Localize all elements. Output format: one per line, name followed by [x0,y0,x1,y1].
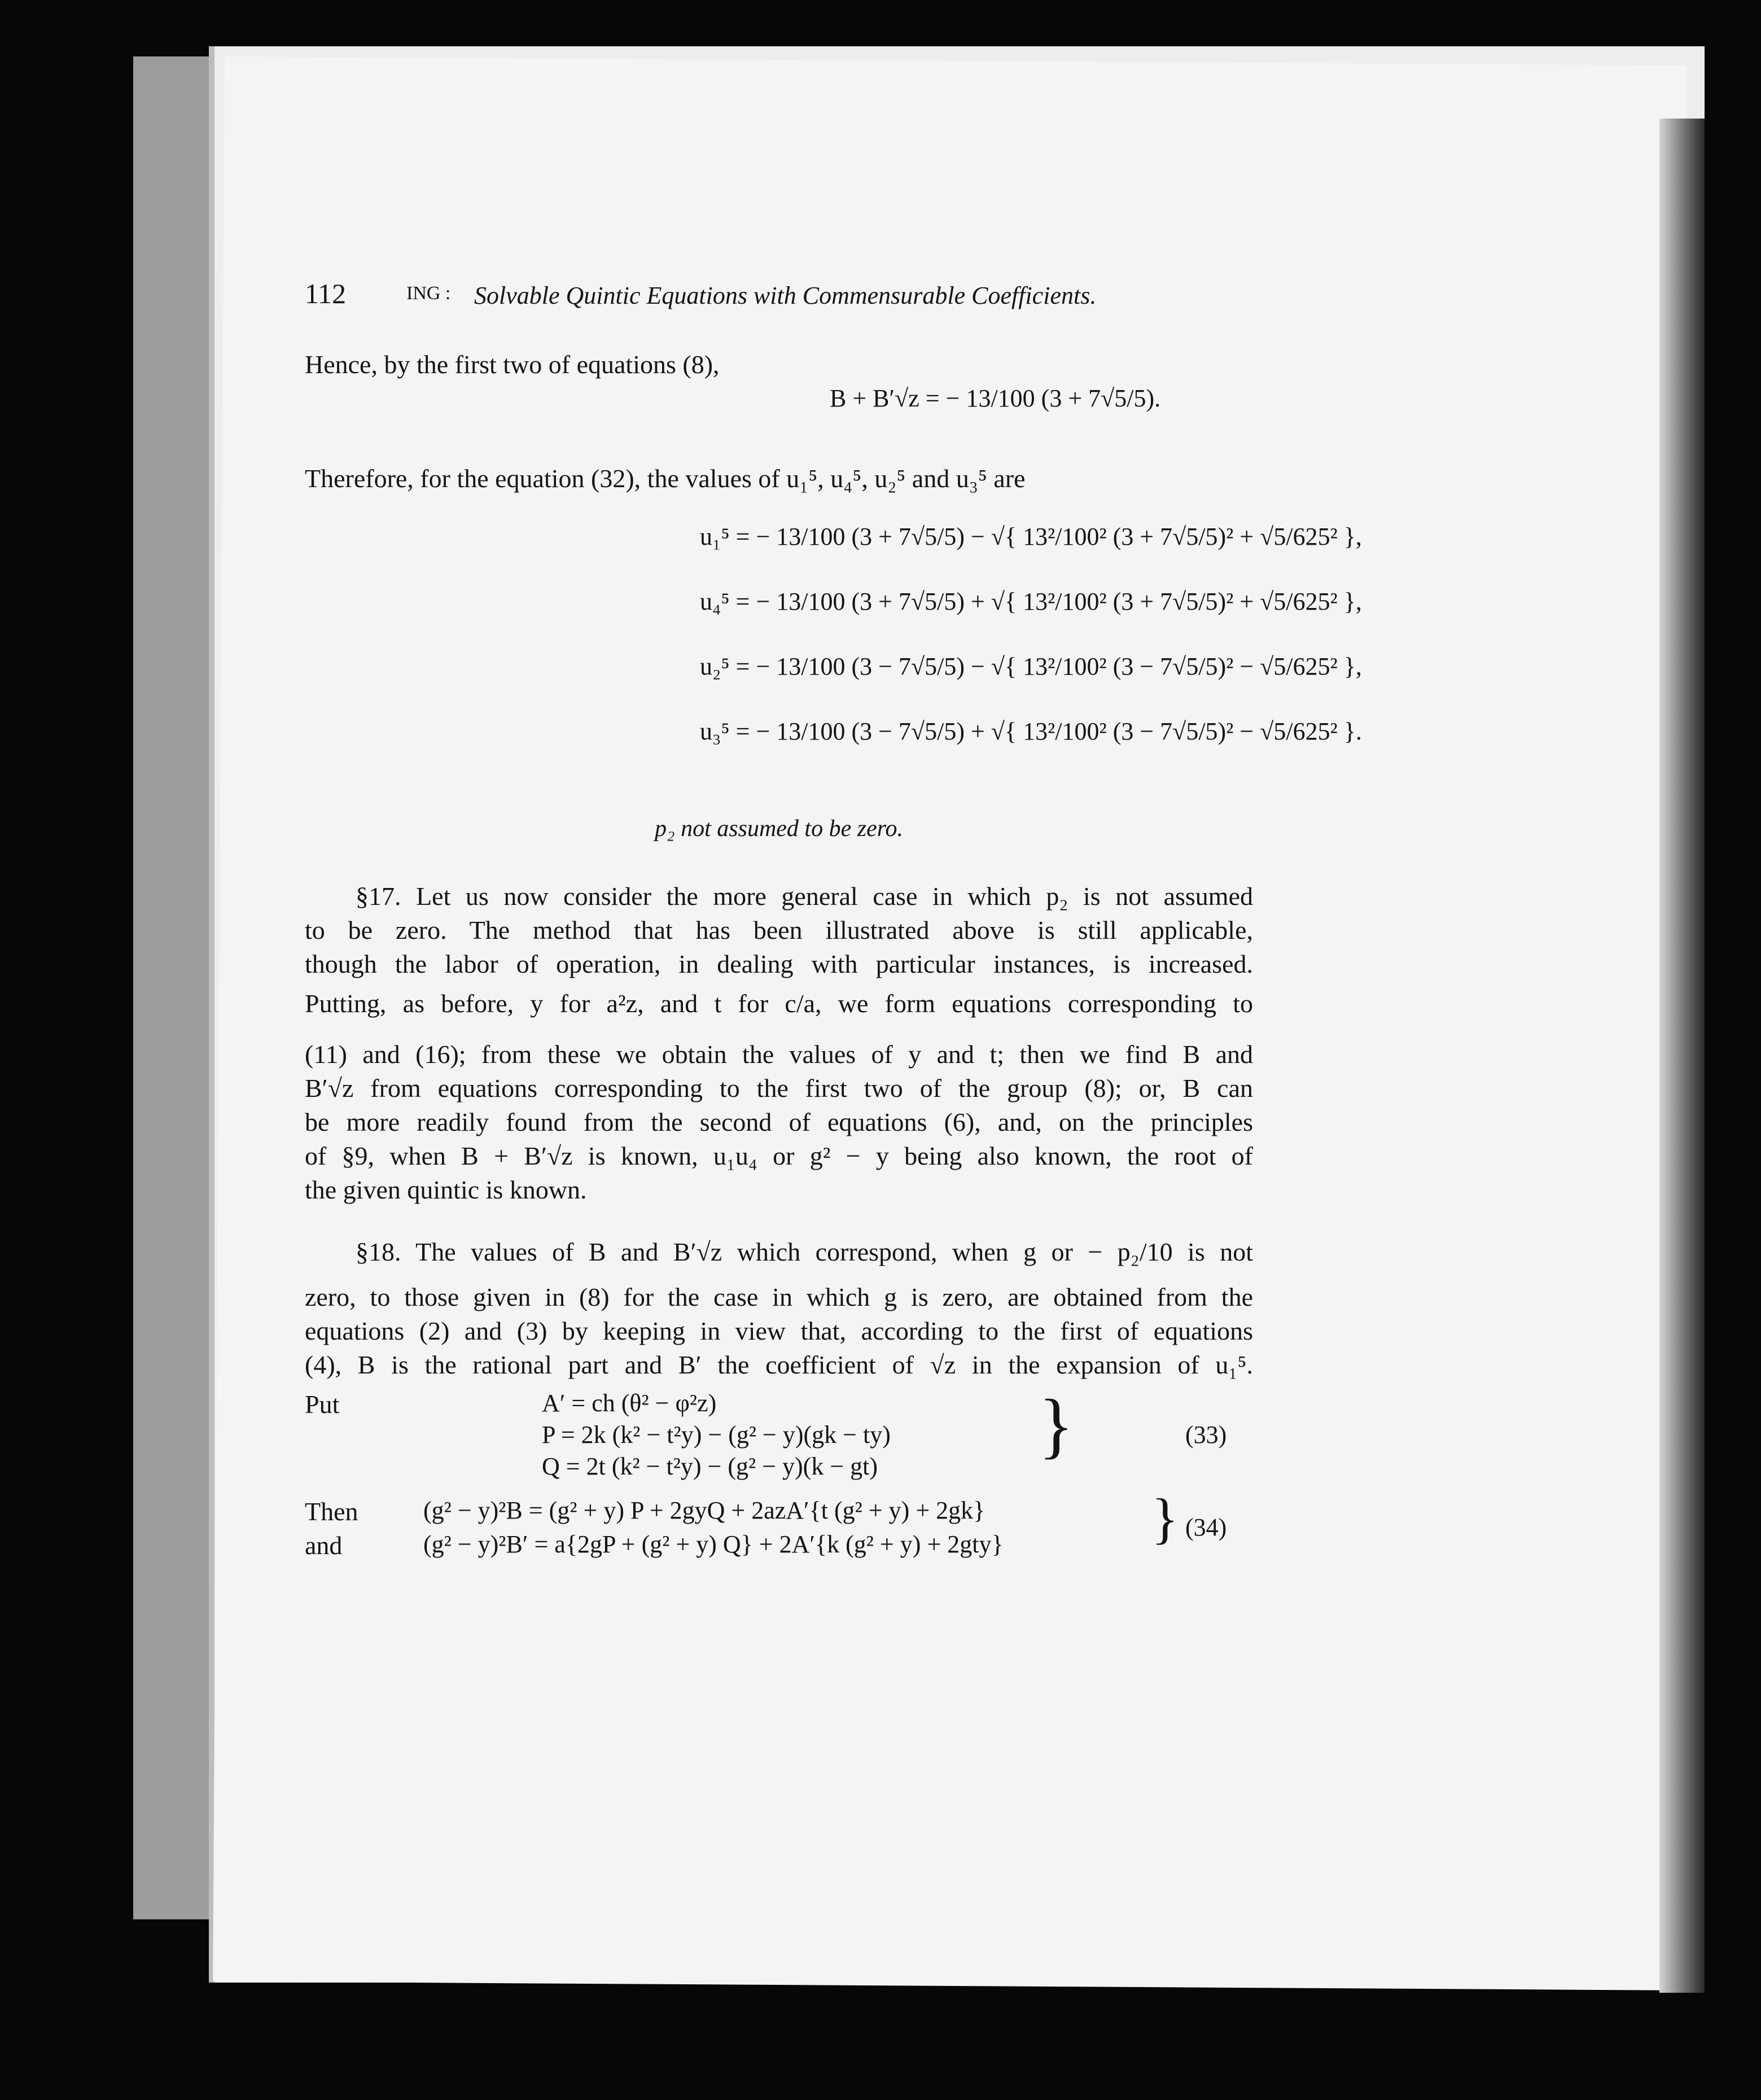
running-title: Solvable Quintic Equations with Commensurable Coefficients. [474,282,1097,309]
equation-b-plus-b-prime: B + B′√z = − 13/100 (3 + 7√5/5). [830,384,1161,412]
equation-q: Q = 2t (k² − t²y) − (g² − y)(k − gt) [542,1453,878,1480]
section-18-line: §18. The values of B and B′√z which correspond, when g or − p₂/10 is not [356,1237,1253,1266]
section-17-line: the given quintic is known. [305,1175,587,1204]
equation-b-prime: (g² − y)²B′ = a{2gP + (g² + y) Q} + 2A′{k (g² + y) + 2gty} [423,1530,1004,1558]
equation-b: (g² − y)²B = (g² + y) P + 2gyQ + 2azA′{t (g² + y) + 2gk} [423,1497,985,1524]
then-label: Then [305,1497,358,1526]
put-label: Put [305,1390,340,1419]
brace-34: } [1151,1487,1179,1550]
section-17-line: Putting, as before, y for a²z, and t for c/a, we form equations corresponding to [305,989,1253,1018]
author-fragment: ING : [406,283,451,304]
section-17-line: of §9, when B + B′√z is known, u₁u₄ or g² − y being also known, the root of [305,1141,1253,1170]
equation-number-34: (34) [1185,1513,1227,1541]
section-17-line: B′√z from equations corresponding to the first two of the group (8); or, B can [305,1074,1253,1102]
section-17-line: be more readily found from the second of equations (6), and, on the principles [305,1108,1253,1136]
equation-number-33: (33) [1185,1421,1227,1449]
section-18-line: zero, to those given in (8) for the case in which g is zero, are obtained from the [305,1283,1253,1311]
section-17-line: though the labor of operation, in dealing with particular instances, is increased. [305,950,1253,978]
subheading: p₂ not assumed to be zero. [654,816,903,842]
page-number: 112 [305,278,347,309]
brace-33: } [1039,1385,1074,1466]
section-18-line: (4), B is the rational part and B′ the coefficient of √z in the expansion of u₁⁵. [305,1350,1253,1379]
equation-u4: u₄⁵ = − 13/100 (3 + 7√5/5) + √{ 13²/100² (3 + 7√5/5)² + √5/625² }, [700,588,1362,615]
equation-u2: u₂⁵ = − 13/100 (3 − 7√5/5) − √{ 13²/100² (3 − 7√5/5)² − √5/625² }, [700,653,1362,680]
gutter-shadow [1659,119,1705,1993]
text-line-hence: Hence, by the first two of equations (8), [305,350,720,379]
and-label: and [305,1531,343,1560]
equation-u1: u₁⁵ = − 13/100 (3 + 7√5/5) − √{ 13²/100² (3 + 7√5/5)² + √5/625² }, [700,523,1362,550]
section-17-line: (11) and (16); from these we obtain the values of y and t; then we find B and [305,1040,1253,1069]
running-head [305,277,1253,310]
equation-u3: u₃⁵ = − 13/100 (3 − 7√5/5) + √{ 13²/100² (3 − 7√5/5)² − √5/625² }. [700,718,1362,745]
section-17-line: §17. Let us now consider the more general case in which p₂ is not assumed [356,882,1253,911]
scan-left-strip [133,56,218,1919]
equation-p: P = 2k (k² − t²y) − (g² − y)(gk − ty) [542,1421,891,1449]
section-18-line: equations (2) and (3) by keeping in view that, according to the first of equations [305,1316,1253,1345]
book-page [213,56,1686,1990]
section-17-line: to be zero. The method that has been illustrated above is still applicable, [305,916,1253,944]
equation-a-prime: A′ = ch (θ² − φ²z) [542,1389,717,1417]
text-line-therefore: Therefore, for the equation (32), the values of u₁⁵, u₄⁵, u₂⁵ and u₃⁵ are [305,464,1026,493]
